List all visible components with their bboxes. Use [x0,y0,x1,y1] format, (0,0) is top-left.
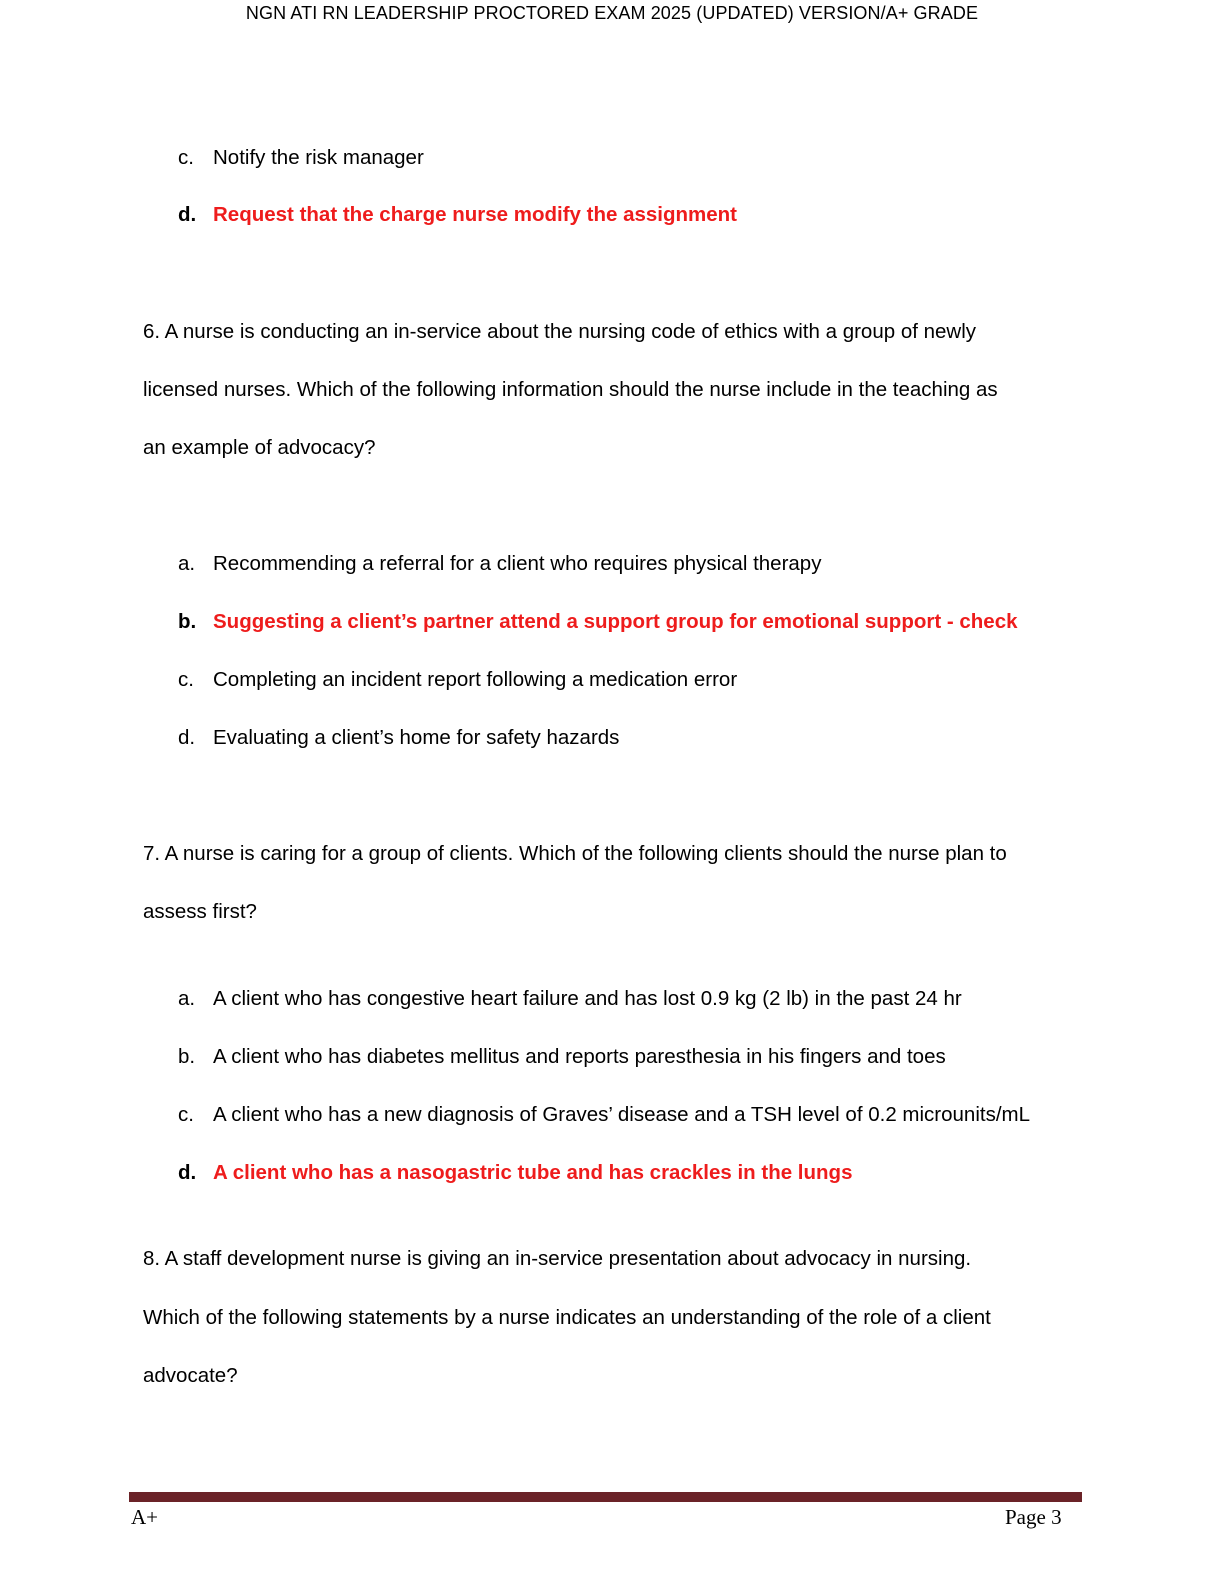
option-letter: a. [178,552,196,575]
option-letter: d. [178,203,197,226]
option-text: A client who has a new diagnosis of Graves’ disease and a TSH level of 0.2 microunits/mL [213,1103,1031,1126]
page-header-title: NGN ATI RN LEADERSHIP PROCTORED EXAM 2025 (UPDATED) VERSION/A+ GRADE [245,3,979,23]
option-text: A client who has diabetes mellitus and reports paresthesia in his fingers and toes [213,1045,946,1068]
page-number: Page 3 [1005,1505,1062,1529]
q6-stem-line-1: 6. A nurse is conducting an in-service about the nursing code of ethics with a group of newly [143,320,977,343]
option-letter: d. [178,1161,197,1184]
q8-stem-line-2: Which of the following statements by a nurse indicates an understanding of the role of a client [143,1306,991,1329]
option-text: Notify the risk manager [213,146,424,169]
option-text: A client who has a nasogastric tube and has crackles in the lungs [213,1161,853,1184]
option-letter: b. [178,1045,196,1068]
option-text: Completing an incident report following a medication error [213,668,738,691]
option-text: Evaluating a client’s home for safety hazards [213,726,620,749]
option-text: Recommending a referral for a client who requires physical therapy [213,552,822,575]
option-letter: c. [178,1103,194,1126]
q7-stem-line-1: 7. A nurse is caring for a group of clients. Which of the following clients should the nurse plan to [143,842,1007,865]
option-letter: c. [178,146,194,169]
option-letter: b. [178,610,197,633]
option-letter: a. [178,987,196,1010]
option-letter: d. [178,726,196,749]
q6-stem-line-2: licensed nurses. Which of the following information should the nurse include in the teaching as [143,378,998,401]
footer-grade-label: A+ [131,1505,159,1529]
option-letter: c. [178,668,194,691]
option-text: A client who has congestive heart failure and has lost 0.9 kg (2 lb) in the past 24 hr [213,987,962,1010]
q6-stem-line-3: an example of advocacy? [143,436,376,459]
option-text: Suggesting a client’s partner attend a support group for emotional support - check [213,610,1018,633]
q7-stem-line-2: assess first? [143,900,257,923]
q8-stem-line-3: advocate? [143,1364,238,1387]
option-text: Request that the charge nurse modify the assignment [213,203,737,226]
footer-divider [129,1492,1082,1502]
q8-stem-line-1: 8. A staff development nurse is giving an in-service presentation about advocacy in nursing. [143,1247,972,1270]
